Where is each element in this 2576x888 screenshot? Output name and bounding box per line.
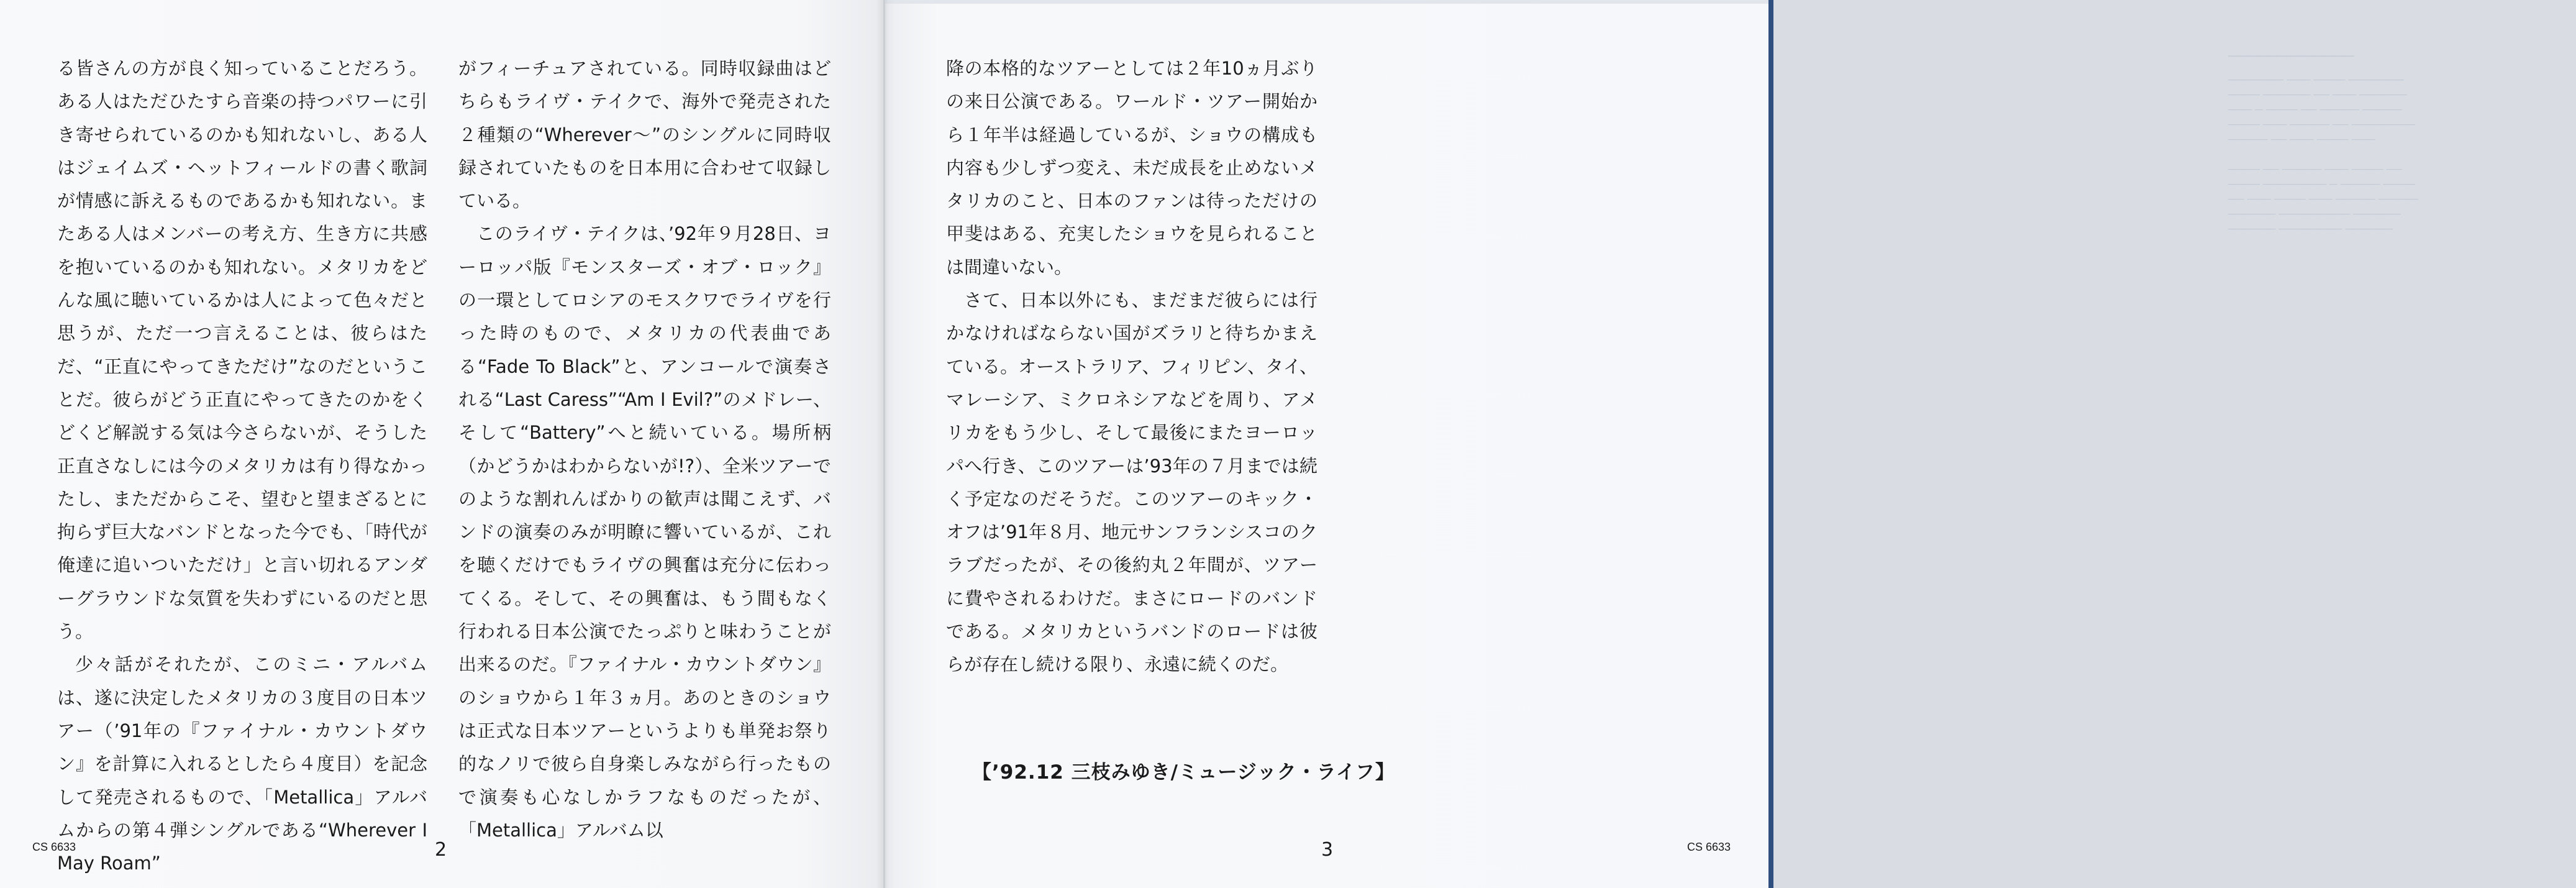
text-column-1: [57, 52, 427, 880]
bleed-through-texture: ───────────── ─────── ─── ──── ─────── ──── ────── ── ─── ────── ─── ─ ──── ── ───── ───── ──── ─── ───── ── ──────── ───── ── ─── ──── ─── ──── ── ───── ─── ──── ── ──── ──────── ─ ───── ──── ── ─── ──── ─── ───── ───── ────── ───────── ────── ────── ──────── ──────: [2228, 48, 2418, 235]
page-number: 2: [435, 839, 447, 861]
left-page: [0, 0, 883, 888]
paragraph: る皆さんの方が良く知っていることだろう。ある人はただひたすら音楽の持つパワーに引き寄せられているのかも知れないし、ある人はジェイムズ・ヘットフィールドの書く歌詞が情感に訴えるものであるかも知れない。またある人はメンバーの考え方、生き方に共感を抱いているのかも知れない。メタリカをどんな風に聴いているかは人によって色々だと思うが、ただ一つ言えることは、彼らはただ、“正直にやってきただけ”なのだということだ。彼らがどう正直にやってきたのかをくどくど解説する気は今さらないが、そうした正直さなしには今のメタリカは有り得なかったし、まただからこそ、望むと望まざるとに拘らず巨大なバンドとなった今でも、「時代が俺達に追いついただけ」と言い切れるアンダーグラウンドな気質を失わずにいるのだと思う。: [57, 58, 427, 643]
paragraph: 降の本格的なツアーとしては２年10ヵ月ぶりの来日公演である。ワールド・ツアー開始から１年半は経過しているが、ショウの構成も内容も少しずつ変え、未だ成長を止めないメタリカのこと、日本のファンは待っただけの甲斐はある、充実したショウを見られることは間違いない。: [946, 58, 1318, 278]
paragraph: 少々話がそれたが、このミニ・アルバムは、遂に決定したメタリカの３度目の日本ツアー（’91年の『ファイナル・カウントダウン』を計算に入れるとしたら４度目）を記念して発売されるもので、「Metallica」アルバムからの第４弾シングルである“Wherever I May Roam”: [57, 654, 427, 874]
paragraph: このライヴ・テイクは、’92年９月28日、ヨーロッパ版『モンスターズ・オブ・ロック』の一環としてロシアのモスクワでライヴを行った時のもので、メタリカの代表曲である“Fade To Black”と、アンコールで演奏される“Last Caress”“Am I Evil?”のメドレー、そして“Battery”へと続いている。場所柄（かどうかはわからないが!?）、全米ツアーでのような割れんばかりの歓声は聞こえず、バンドの演奏のみが明瞭に響いているが、これを聴くだけでもライヴの興奮は充分に伝わってくる。そして、その興奮は、もう間もなく行われる日本公演でたっぷりと味わうことが出来るのだ。『ファイナル・カウントダウン』のショウから１年３ヵ月。あのときのショウは正式な日本ツアーというよりも単発お祭り的なノリで彼ら自身楽しみながら行ったもので演奏も心なしかラフなものだったが、「Metallica」アルバム以: [458, 223, 831, 841]
paragraph: がフィーチュアされている。同時収録曲はどちらもライヴ・テイクで、海外で発売された２種類の“Wherever～”のシングルに同時収録されていたものを日本用に合わせて収録している。: [458, 58, 831, 212]
text-column-2: [458, 52, 831, 847]
author-credit: 【’92.12 三枝みゆき/ミュージック・ライフ】: [972, 761, 1395, 784]
booklet-edge: [1768, 0, 1773, 888]
text-column-3: [946, 52, 1318, 682]
right-page: [885, 0, 2418, 888]
catalog-number: CS 6633: [1687, 841, 1731, 853]
page-number: 3: [1321, 839, 1334, 861]
booklet-spine: [876, 0, 894, 888]
page-top-edge: [885, 0, 1768, 4]
catalog-number: CS 6633: [32, 841, 76, 853]
paragraph: さて、日本以外にも、まだまだ彼らには行かなければならない国がズラリと待ちかまえている。オーストラリア、フィリピン、タイ、マレーシア、ミクロネシアなどを周り、アメリカをもう少し、そして最後にまたヨーロッパへ行き、このツアーは’93年の７月までは続く予定なのだそうだ。このツアーのキック・オフは’91年８月、地元サンフランシスコのクラブだったが、その後約丸２年間が、ツアーに費やされるわけだ。まさにロードのバンドである。メタリカというバンドのロードは彼らが存在し続ける限り、永遠に続くのだ。: [946, 290, 1318, 675]
